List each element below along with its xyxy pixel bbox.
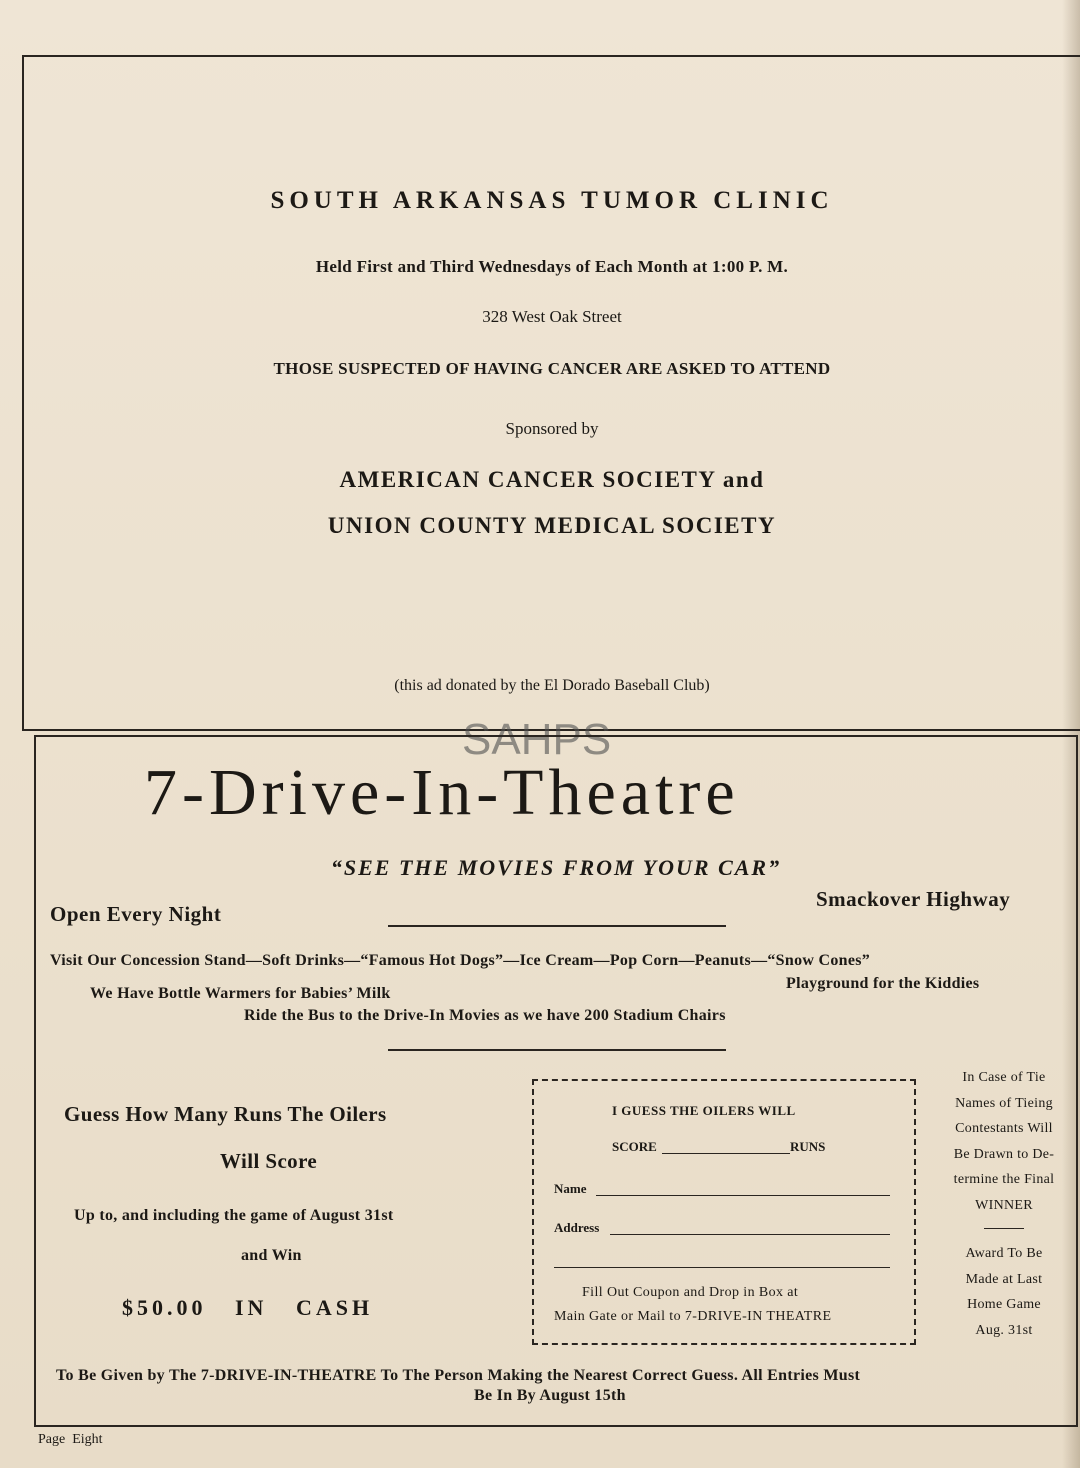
clinic-donation-note: (this ad donated by the El Dorado Baseball Club) [394, 677, 710, 694]
award-line-1: Award To Be [965, 1246, 1043, 1261]
tie-rule-line-1: In Case of Tie [962, 1070, 1046, 1085]
coupon-heading: I GUESS THE OILERS WILL [612, 1103, 796, 1118]
bottle-warmers: We Have Bottle Warmers for Babies’ Milk [90, 985, 391, 1002]
contest-condition: Up to, and including the game of August 31st [74, 1207, 394, 1224]
clinic-address: 328 West Oak Street [482, 307, 622, 326]
location: Smackover Highway [816, 887, 1011, 911]
sponsor-union-county-medical-society: UNION COUNTY MEDICAL SOCIETY [327, 513, 777, 538]
tie-rules [928, 1065, 1080, 1343]
coupon-box[interactable] [532, 1079, 916, 1345]
sponsor-american-cancer-society: AMERICAN CANCER SOCIETY and [339, 467, 765, 492]
page-label: Page Eight [38, 1432, 103, 1447]
coupon-score-input[interactable] [662, 1153, 790, 1154]
theatre-footer-1: To Be Given by The 7-DRIVE-IN-THEATRE To The Person Making the Nearest Correct Guess. All Entries Must [56, 1367, 861, 1384]
theatre-ad-box [34, 735, 1078, 1427]
contest-and-win: and Win [241, 1247, 302, 1264]
contest-prize: $50.00 IN CASH [122, 1295, 374, 1320]
coupon-instructions-1: Fill Out Coupon and Drop in Box at [582, 1285, 799, 1300]
tie-rules-divider [984, 1228, 1024, 1229]
coupon-runs-label: RUNS [790, 1139, 826, 1154]
theatre-footer-2: Be In By August 15th [474, 1387, 626, 1404]
tie-rule-line-5: termine the Final [953, 1172, 1055, 1187]
award-line-3: Home Game [967, 1297, 1041, 1312]
award-line-4: Aug. 31st [975, 1322, 1033, 1338]
tie-rule-line-4: Be Drawn to De- [953, 1146, 1055, 1162]
contest-headline-1: Guess How Many Runs The Oilers [64, 1102, 387, 1126]
coupon-name-label: Name [554, 1181, 587, 1196]
clinic-schedule: Held First and Third Wednesdays of Each Month at 1:00 P. M. [315, 257, 789, 276]
clinic-title: SOUTH ARKANSAS TUMOR CLINIC [270, 187, 834, 214]
coupon-address-input-line-2[interactable] [554, 1267, 890, 1268]
open-every-night: Open Every Night [50, 902, 222, 926]
tie-rule-line-6: WINNER [975, 1197, 1033, 1213]
clinic-ad-box [22, 55, 1080, 731]
coupon-name-input[interactable] [596, 1195, 890, 1196]
theatre-slogan: “SEE THE MOVIES FROM YOUR CAR” [330, 855, 782, 880]
divider-top [388, 925, 726, 927]
bus-line: Ride the Bus to the Drive-In Movies as we have 200 Stadium Chairs [244, 1007, 726, 1024]
tie-rule-line-3: Contestants Will [955, 1121, 1053, 1136]
coupon-score-label: SCORE [612, 1139, 657, 1154]
playground: Playground for the Kiddies [786, 975, 980, 992]
clinic-notice: THOSE SUSPECTED OF HAVING CANCER ARE ASKED TO ATTEND [273, 359, 831, 378]
divider-middle [388, 1049, 726, 1051]
contest-headline-2: Will Score [220, 1149, 318, 1173]
coupon-address-input[interactable] [610, 1234, 890, 1235]
concession-line: Visit Our Concession Stand—Soft Drinks—“Famous Hot Dogs”—Ice Cream—Pop Corn—Peanuts—“Snow Cones” [50, 952, 871, 969]
theatre-title: 7-Drive-In-Theatre [144, 756, 740, 829]
coupon-instructions-2: Main Gate or Mail to 7-DRIVE-IN THEATRE [554, 1309, 832, 1324]
coupon-address-label: Address [554, 1220, 600, 1235]
tie-rule-line-2: Names of Tieing [955, 1095, 1053, 1111]
clinic-sponsored-by: Sponsored by [505, 419, 599, 438]
watermark: SAHPS [462, 715, 612, 764]
award-line-2: Made at Last [965, 1271, 1043, 1287]
